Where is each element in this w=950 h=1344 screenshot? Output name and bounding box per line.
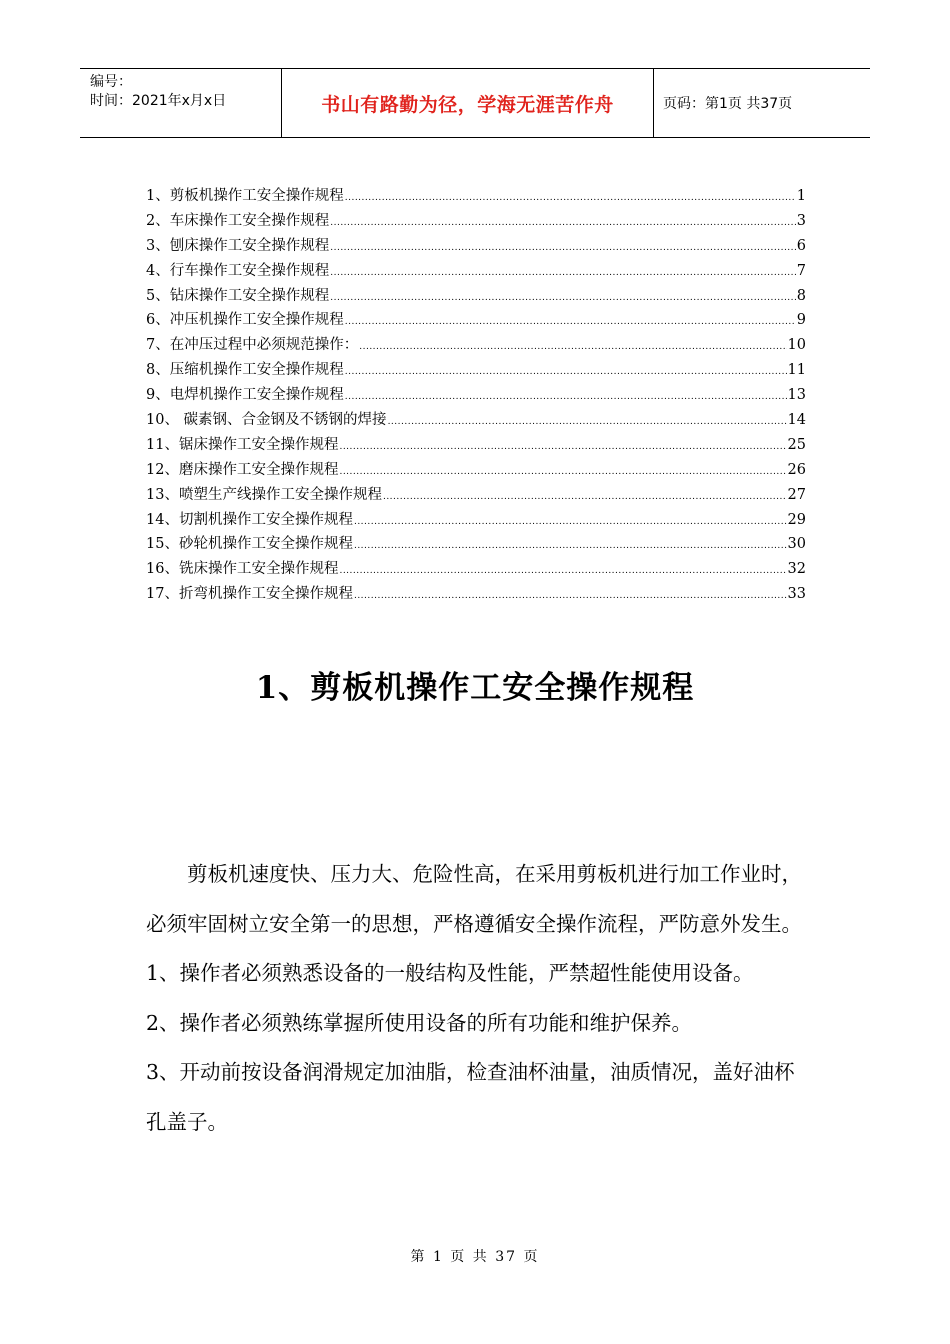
toc-entry-label: 9、电焊机操作工安全操作规程 (146, 387, 344, 404)
toc-entry-page: 29 (787, 511, 806, 528)
toc-entry-label: 1、剪板机操作工安全操作规程 (146, 188, 344, 204)
toc-entry[interactable] (146, 532, 806, 557)
toc-entry-label: 10、 碳素钢、合金钢及不锈钢的焊接 (146, 412, 387, 429)
toc-leader-dots (354, 517, 787, 527)
toc-entry[interactable] (146, 508, 806, 533)
toc-entry-page: 11 (787, 362, 806, 379)
toc-entry[interactable] (146, 557, 806, 582)
toc-leader-dots (345, 193, 796, 203)
section-body (146, 850, 810, 1147)
table-of-contents (146, 184, 806, 607)
toc-entry-label: 12、磨床操作工安全操作规程 (146, 461, 339, 478)
toc-entry-label: 13、喷塑生产线操作工安全操作规程 (146, 486, 382, 503)
toc-leader-dots (345, 317, 796, 327)
toc-leader-dots (330, 243, 796, 253)
toc-entry[interactable] (146, 433, 806, 458)
toc-entry[interactable] (146, 333, 806, 358)
rule-item: 2、操作者必须熟练掌握所使用设备的所有功能和维护保养。 (146, 1010, 693, 1035)
toc-entry-page: 1 (796, 188, 806, 204)
number-label: 编号： (90, 74, 132, 90)
toc-entry-page: 10 (787, 337, 806, 354)
toc-entry-label: 16、铣床操作工安全操作规程 (146, 561, 339, 578)
toc-entry[interactable] (146, 209, 806, 234)
toc-entry-page: 32 (787, 561, 806, 578)
header-page-info: 页码：第1页 共37页 (663, 96, 793, 112)
toc-entry-page: 7 (796, 262, 806, 279)
toc-entry[interactable] (146, 259, 806, 284)
toc-entry-label: 6、冲压机操作工安全操作规程 (146, 312, 344, 329)
toc-leader-dots (388, 417, 787, 427)
toc-entry[interactable] (146, 284, 806, 309)
page-footer: 第 1 页 共 37 页 (410, 1249, 540, 1265)
toc-entry[interactable] (146, 184, 806, 209)
toc-entry[interactable] (146, 308, 806, 333)
toc-leader-dots (330, 218, 796, 228)
toc-entry-page: 13 (787, 387, 806, 404)
toc-leader-dots (330, 293, 796, 303)
toc-entry-page: 26 (787, 461, 806, 478)
toc-entry-label: 7、在冲压过程中必须规范操作： (146, 337, 359, 354)
toc-entry[interactable] (146, 408, 806, 433)
toc-leader-dots (330, 268, 796, 278)
toc-entry[interactable] (146, 234, 806, 259)
toc-entry-label: 11、锯床操作工安全操作规程 (146, 436, 339, 453)
toc-leader-dots (359, 342, 786, 352)
toc-entry-page: 25 (787, 436, 806, 453)
toc-leader-dots (345, 367, 787, 377)
toc-entry-label: 15、砂轮机操作工安全操作规程 (146, 536, 353, 553)
header-meta (80, 69, 281, 137)
toc-entry-label: 17、折弯机操作工安全操作规程 (146, 586, 353, 603)
toc-entry-page: 8 (796, 287, 806, 304)
toc-leader-dots (339, 467, 786, 477)
toc-leader-dots (354, 591, 787, 601)
toc-entry-page: 6 (796, 237, 806, 254)
toc-entry[interactable] (146, 483, 806, 508)
time-label: 时间：2021年x月x日 (90, 93, 227, 109)
toc-entry[interactable] (146, 582, 806, 607)
toc-leader-dots (339, 442, 786, 452)
toc-entry-label: 8、压缩机操作工安全操作规程 (146, 362, 344, 379)
toc-entry-label: 14、切割机操作工安全操作规程 (146, 511, 353, 528)
toc-entry[interactable] (146, 458, 806, 483)
toc-leader-dots (383, 492, 787, 502)
toc-entry-label: 4、行车操作工安全操作规程 (146, 262, 330, 279)
toc-entry-page: 30 (787, 536, 806, 553)
toc-entry[interactable] (146, 358, 806, 383)
intro-paragraph: 剪板机速度快、压力大、危险性高，在采用剪板机进行加工作业时，必须牢固树立安全第一的思想，严格遵循安全操作流程，严防意外发生。 (146, 862, 802, 936)
toc-entry-page: 33 (787, 586, 806, 603)
toc-entry-page: 14 (787, 412, 806, 429)
toc-leader-dots (354, 541, 787, 551)
document-header (80, 68, 870, 138)
toc-entry-label: 3、刨床操作工安全操作规程 (146, 237, 330, 254)
toc-leader-dots (345, 392, 787, 402)
toc-entry-page: 3 (796, 212, 806, 229)
header-motto: 书山有路勤为径，学海无涯苦作舟 (281, 69, 654, 137)
toc-entry-label: 5、钻床操作工安全操作规程 (146, 287, 330, 304)
toc-entry[interactable] (146, 383, 806, 408)
section-title: 1、剪板机操作工安全操作规程 (255, 670, 695, 706)
rule-item: 1、操作者必须熟悉设备的一般结构及性能，严禁超性能使用设备。 (146, 961, 754, 985)
rule-item: 3、开动前按设备润滑规定加油脂，检查油杯油量，油质情况，盖好油杯孔盖子。 (146, 1060, 795, 1134)
toc-entry-label: 2、车床操作工安全操作规程 (146, 212, 330, 229)
toc-leader-dots (339, 566, 786, 576)
toc-entry-page: 27 (787, 486, 806, 503)
toc-entry-page: 9 (796, 312, 806, 329)
